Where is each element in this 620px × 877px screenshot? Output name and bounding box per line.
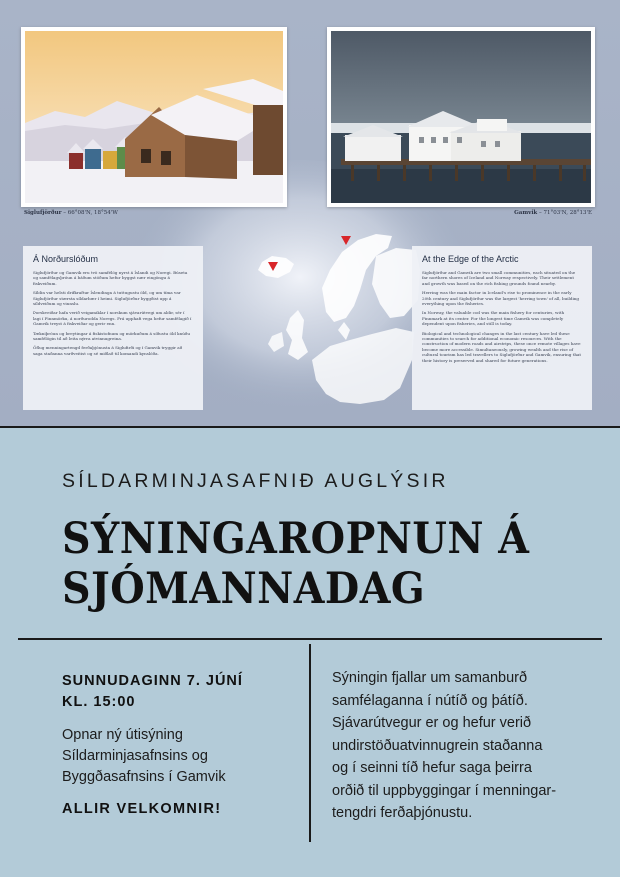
description-line: og í seinni tíð hefur saga þeirra: [332, 760, 532, 776]
description-line: undirstöðuatvinnugrein staðanna: [332, 737, 543, 754]
headline-line: SÝNINGAROPNUN Á: [62, 514, 530, 564]
description-line: Sýningin fjallar um samanburð: [332, 670, 528, 686]
description-line: tengdri ferðaþjónustu.: [332, 805, 473, 821]
event-description: [62, 725, 302, 788]
location-marker-icon: [268, 262, 278, 271]
time-line: KL. 15:00: [62, 694, 136, 710]
horizontal-divider: [18, 638, 602, 640]
headline: [62, 514, 529, 614]
location-marker-icon: [341, 236, 351, 245]
panel-paragraph: Siglufjörður and Gamvik are two small communities, each situated on the far northern shores of Iceland and Norway respectively. Their settlement and growth was based on the rich fishing grounds found nearby.: [422, 270, 576, 286]
vertical-divider: [309, 644, 311, 842]
description-line: Sjávarútvegur er og hefur verið: [332, 715, 532, 731]
panel-paragraph: In Norway, the valuable cod was the main fishery for centuries, with Finnmark at its center. For the longest time Gamvik was completely dependent upon fisheries, and still is today.: [422, 310, 565, 327]
headline-line: SJÓMANNADAG: [62, 564, 426, 614]
description-line: Síldarminjasafnsins og: [62, 748, 208, 764]
top-divider: [0, 426, 620, 428]
welcome-text: ALLIR VELKOMNIR!: [62, 801, 222, 817]
exhibition-description: [332, 667, 594, 825]
left-photo-caption: Siglufjörður – 66°08'N, 18°54'W: [24, 210, 118, 216]
right-photo-caption: Gamvik – 71°03'N, 28°13'E: [514, 210, 592, 216]
description-line: Byggðasafnsins í Gamvik: [62, 769, 226, 785]
exhibition-panel-photo: [0, 0, 620, 426]
panel-paragraph: Tækniþróun og breytingar á fiskistofnum og mörkuðum á síðustu öld knúðu samfélögin til að leita nýrra atvinnugreina.: [33, 330, 191, 342]
english-text-panel: [412, 246, 592, 410]
icelandic-text-panel: [23, 246, 203, 410]
panel-paragraph: Siglufjörður og Gamvik eru tvö samfélög nyrst á Íslandi og Noregi. Búseta og samfélagsþróun á báðum stöðum hefur byggst nær eingöngu á fiskveiðum.: [33, 270, 188, 286]
panel-paragraph: Biological and technological changes in the last century have led these communities to search for additional economic resources. With the construction of modern roads and airstrips, these once remote villages have become more accessible. Simultaneously, growing wealth and the rise of cultural tourism has led travellers to Siglufjörður and Gamvik, ensuring that their history is preserved and shared for future generations.: [422, 330, 582, 363]
panel-paragraph: Öflug menningartengd ferðaþjónusta á Siglufirði og í Gamvik tryggir að saga staðanna varðveitist og sé miðlað til komandi kynslóða.: [33, 345, 183, 356]
date-line: SUNNUDAGINN 7. JÚNÍ: [62, 673, 243, 689]
gamvik-photo: [327, 27, 595, 207]
panel-paragraph: Herring was the main factor in Iceland's rise to prominence in the early 20th century and Siglufjörður was the largest 'herring town' of all, building everything upon the fisheries.: [422, 290, 580, 307]
organizer-heading: SÍLDARMINJASAFNIÐ AUGLÝSIR: [62, 470, 449, 492]
siglufjordur-photo: [21, 27, 287, 207]
panel-paragraph: Síldin var helsti drifkraftur Íslendinga á tuttugustu öld, og um tíma var Siglufjörður stærsta síldarbær í heimi. Siglufjörður byggðist upp á síldveiðum og vinnslu.: [33, 290, 181, 307]
event-date: [62, 671, 243, 713]
description-line: samfélaganna í nútíð og þátíð.: [332, 692, 528, 709]
description-line: Opnar ný útisýning: [62, 727, 183, 743]
description-line: orðið til uppbyggingar í menningar-: [332, 782, 557, 799]
icelandic-panel-title: Á Norðurslóðum: [33, 254, 99, 264]
panel-paragraph: Þorskveiðar hafa verið veigamiklar í norskum sjávarútvegi um aldir, sér í lagi í Finnmörku, á norðurodda Noregs. Frá upphafi vega hefur samfélagið í Gamvik treyst á fiskveiðar og gerir enn.: [33, 310, 192, 327]
english-panel-title: At the Edge of the Arctic: [422, 254, 519, 264]
